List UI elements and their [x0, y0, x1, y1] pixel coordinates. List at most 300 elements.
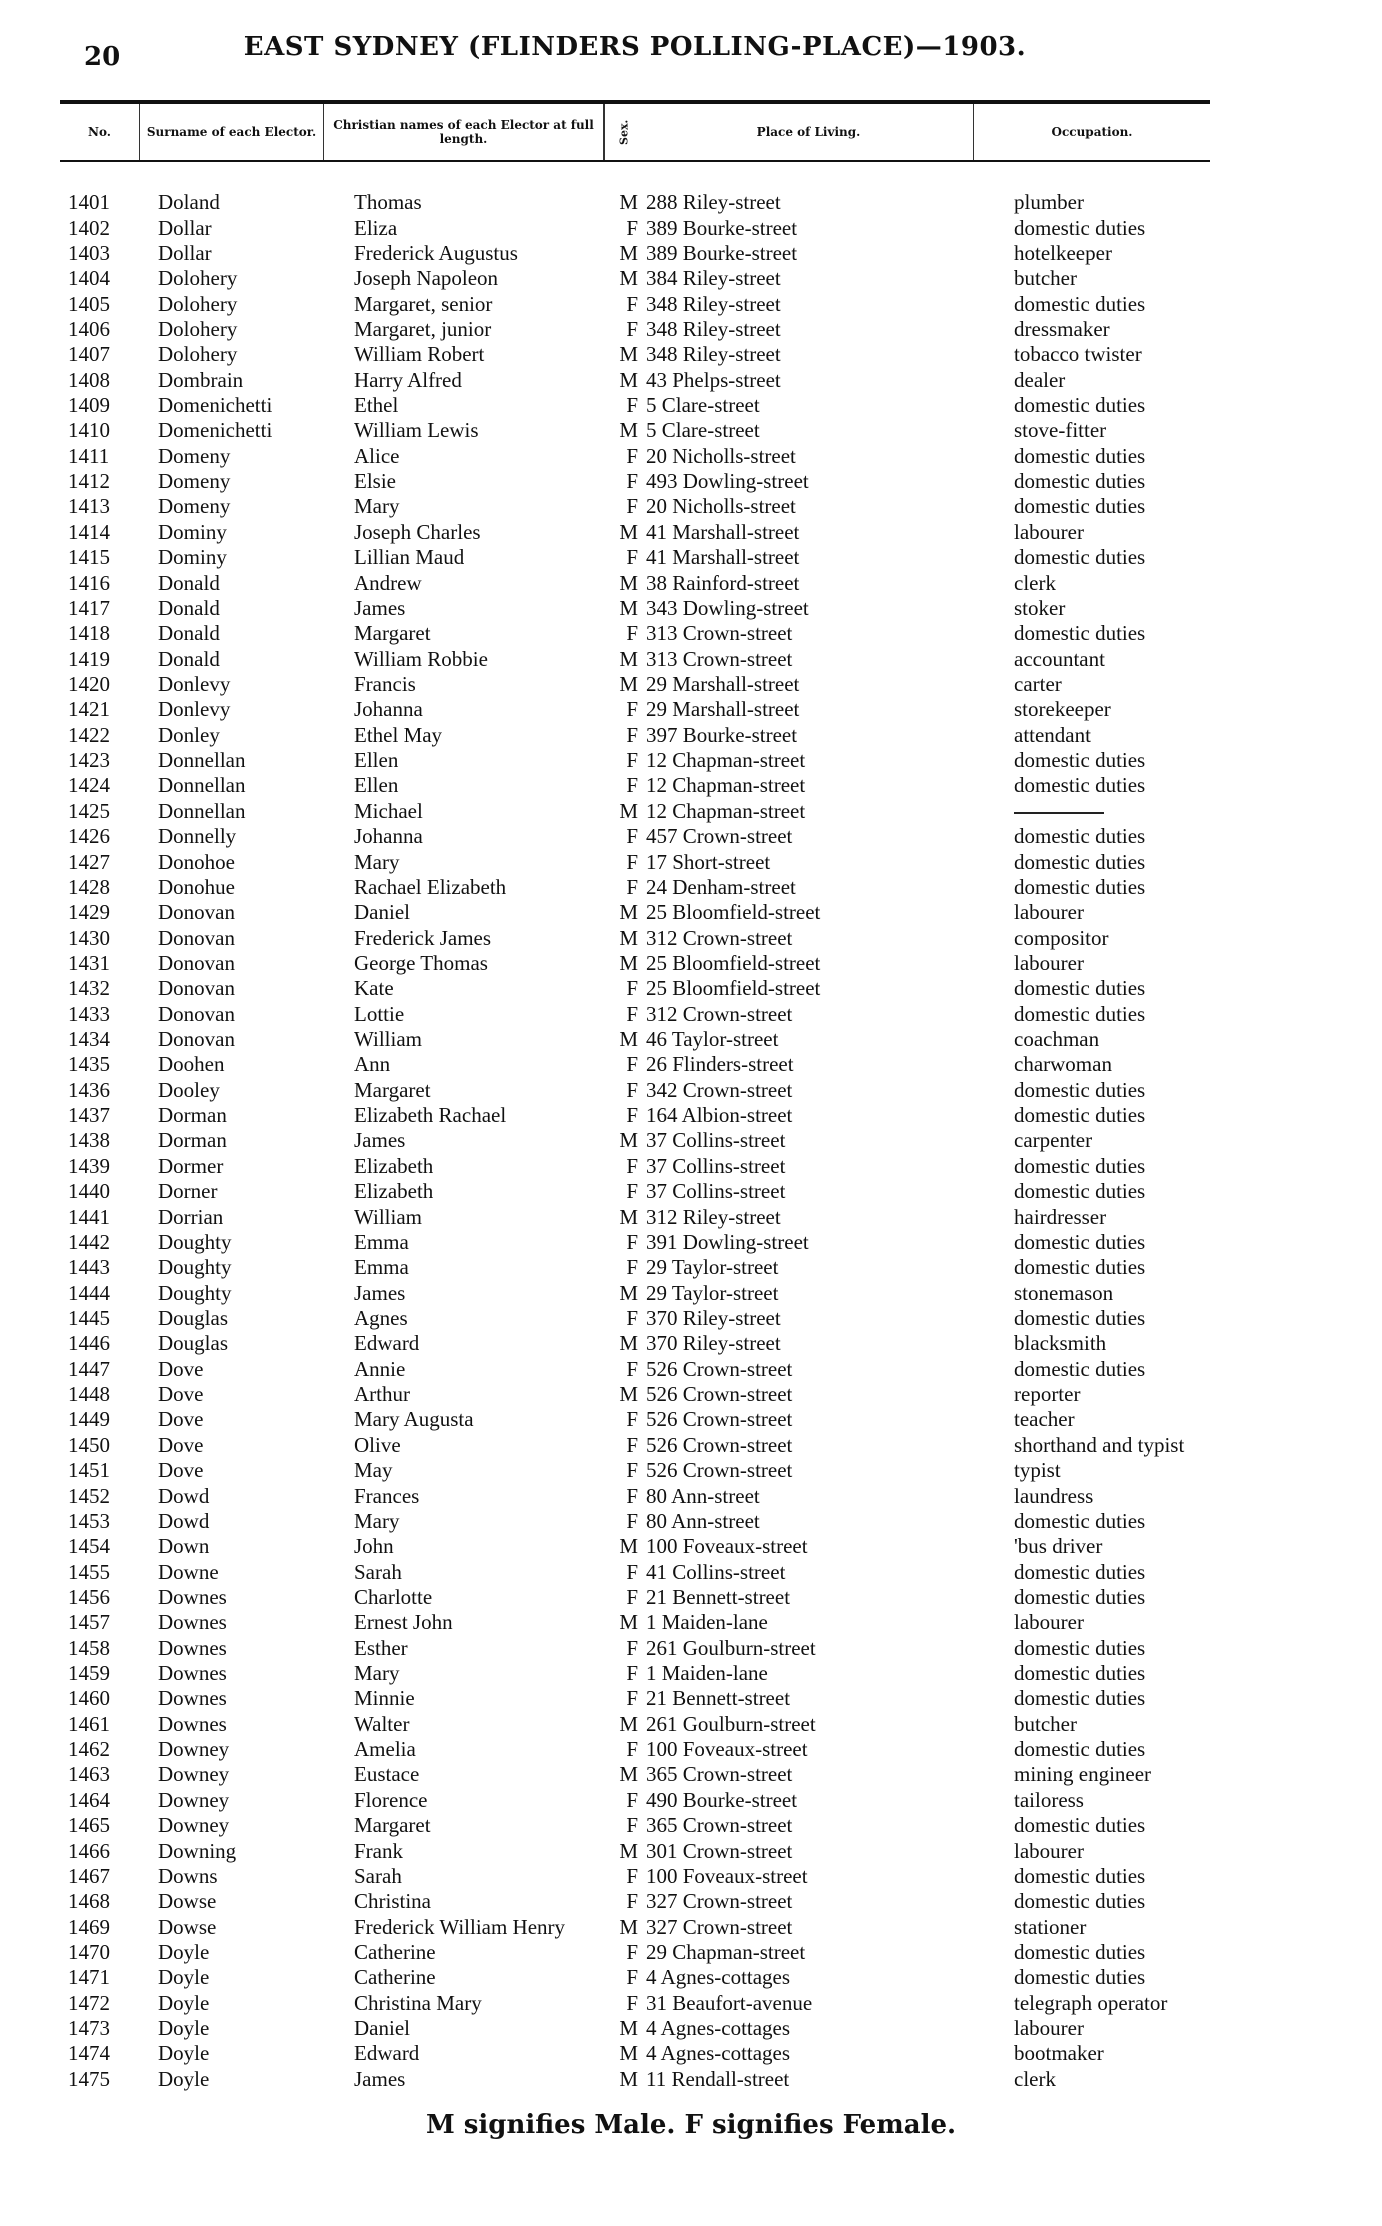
- table-header: [60, 100, 1210, 162]
- table-row: [60, 1078, 1210, 1103]
- row-occupation: attendant: [1014, 722, 1091, 747]
- row-surname: Downey: [158, 1737, 230, 1762]
- table-row: [60, 1813, 1210, 1838]
- row-christian-names: Frederick Augustus: [354, 240, 518, 265]
- table-row: [60, 799, 1210, 824]
- row-christian-names: Olive: [354, 1432, 401, 1457]
- row-christian-names: Christina: [354, 1889, 431, 1914]
- row-number: 1462: [68, 1737, 110, 1762]
- row-christian-names: Margaret, senior: [354, 291, 493, 316]
- row-place-of-living: 41 Marshall-street: [646, 545, 800, 570]
- row-christian-names: Daniel: [354, 2016, 410, 2041]
- row-surname: Dombrain: [158, 367, 244, 392]
- row-sex: F: [626, 1508, 638, 1533]
- row-christian-names: George Thomas: [354, 950, 488, 975]
- row-number: 1471: [68, 1965, 110, 1990]
- row-place-of-living: 312 Crown-street: [646, 925, 793, 950]
- row-surname: Donald: [158, 570, 220, 595]
- row-number: 1464: [68, 1787, 110, 1812]
- row-place-of-living: 12 Chapman-street: [646, 798, 806, 823]
- row-place-of-living: 164 Albion-street: [646, 1103, 793, 1128]
- row-surname: Donnellan: [158, 773, 246, 798]
- row-christian-names: Eliza: [354, 215, 398, 240]
- row-place-of-living: 31 Beaufort-avenue: [646, 1990, 813, 2015]
- row-occupation: stonemason: [1014, 1280, 1114, 1305]
- row-sex: M: [619, 900, 638, 925]
- row-sex: F: [626, 773, 638, 798]
- row-place-of-living: 526 Crown-street: [646, 1382, 793, 1407]
- row-occupation: coachman: [1014, 1027, 1100, 1052]
- table-row: [60, 368, 1210, 393]
- row-sex: F: [626, 1052, 638, 1077]
- row-occupation: domestic duties: [1014, 1737, 1146, 1762]
- row-occupation: domestic duties: [1014, 494, 1146, 519]
- row-place-of-living: 100 Foveaux-street: [646, 1863, 808, 1888]
- row-occupation: dressmaker: [1014, 316, 1110, 341]
- row-occupation: [974, 799, 1210, 824]
- row-christian-names: Sarah: [354, 1863, 402, 1888]
- table-row: [60, 291, 1210, 316]
- row-sex: M: [619, 1534, 638, 1559]
- row-sex: M: [619, 798, 638, 823]
- row-place-of-living: 29 Marshall-street: [646, 697, 800, 722]
- row-occupation: clerk: [1014, 2066, 1056, 2091]
- row-sex: F: [626, 1458, 638, 1483]
- row-sex: M: [619, 1838, 638, 1863]
- row-occupation: reporter: [1014, 1382, 1081, 1407]
- row-christian-names: Annie: [354, 1356, 406, 1381]
- row-number: 1417: [68, 595, 110, 620]
- table-row: [60, 1382, 1210, 1407]
- row-place-of-living: 288 Riley-street: [646, 190, 781, 215]
- row-surname: Doyle: [158, 2041, 210, 2066]
- row-place-of-living: 526 Crown-street: [646, 1458, 793, 1483]
- table-row: [60, 824, 1210, 849]
- row-number: 1408: [68, 367, 110, 392]
- row-place-of-living: 25 Bloomfield-street: [646, 976, 821, 1001]
- row-number: 1404: [68, 266, 110, 291]
- row-surname: Doyle: [158, 2066, 210, 2091]
- row-surname: Doyle: [158, 1939, 210, 1964]
- row-christian-names: Johanna: [354, 697, 423, 722]
- row-sex: F: [626, 1432, 638, 1457]
- row-number: 1468: [68, 1889, 110, 1914]
- row-surname: Downey: [158, 1813, 230, 1838]
- row-occupation: domestic duties: [1014, 469, 1146, 494]
- row-christian-names: Alice: [354, 443, 400, 468]
- row-occupation: domestic duties: [1014, 1889, 1146, 1914]
- row-number: 1406: [68, 316, 110, 341]
- row-christian-names: May: [354, 1458, 393, 1483]
- table-row: [60, 1230, 1210, 1255]
- row-surname: Dorman: [158, 1103, 227, 1128]
- row-place-of-living: 17 Short-street: [646, 849, 771, 874]
- row-surname: Domeny: [158, 494, 231, 519]
- row-christian-names: Mary: [354, 1508, 400, 1533]
- row-place-of-living: 4 Agnes-cottages: [646, 2041, 791, 2066]
- row-sex: F: [626, 443, 638, 468]
- row-occupation: hotelkeeper: [1014, 240, 1112, 265]
- row-place-of-living: 24 Denham-street: [646, 874, 796, 899]
- row-number: 1413: [68, 494, 110, 519]
- row-christian-names: Joseph Charles: [354, 519, 481, 544]
- row-occupation: domestic duties: [1014, 1103, 1146, 1128]
- row-surname: Dowse: [158, 1889, 217, 1914]
- row-surname: Donley: [158, 722, 220, 747]
- row-surname: Doyle: [158, 1990, 210, 2015]
- row-surname: Dolohery: [158, 291, 238, 316]
- row-occupation: domestic duties: [1014, 393, 1146, 418]
- row-number: 1457: [68, 1610, 110, 1635]
- row-occupation: typist: [1014, 1458, 1061, 1483]
- row-christian-names: Mary: [354, 849, 400, 874]
- table-row: [60, 520, 1210, 545]
- row-occupation: domestic duties: [1014, 1863, 1146, 1888]
- row-christian-names: Catherine: [354, 1939, 436, 1964]
- row-christian-names: Elsie: [354, 469, 396, 494]
- row-place-of-living: 261 Goulburn-street: [646, 1635, 816, 1660]
- row-sex: F: [626, 1103, 638, 1128]
- row-sex: F: [626, 1990, 638, 2015]
- row-place-of-living: 100 Foveaux-street: [646, 1737, 808, 1762]
- row-occupation: telegraph operator: [1014, 1990, 1168, 2015]
- row-surname: Downes: [158, 1584, 227, 1609]
- row-occupation: domestic duties: [1014, 1077, 1146, 1102]
- row-place-of-living: 389 Bourke-street: [646, 240, 798, 265]
- row-christian-names: Edward: [354, 2041, 420, 2066]
- row-surname: Dollar: [158, 240, 212, 265]
- row-place-of-living: 342 Crown-street: [646, 1077, 793, 1102]
- row-surname: Donovan: [158, 950, 235, 975]
- row-surname: Dolohery: [158, 342, 238, 367]
- row-surname: Downe: [158, 1559, 219, 1584]
- table-row: [60, 1204, 1210, 1229]
- row-surname: Dowd: [158, 1508, 210, 1533]
- row-number: 1434: [68, 1027, 110, 1052]
- row-christian-names: Johanna: [354, 824, 423, 849]
- row-place-of-living: 312 Riley-street: [646, 1204, 781, 1229]
- row-place-of-living: 1 Maiden-lane: [646, 1610, 768, 1635]
- row-occupation: 'bus driver: [1014, 1534, 1103, 1559]
- row-occupation: domestic duties: [1014, 1635, 1146, 1660]
- row-occupation: blacksmith: [1014, 1331, 1107, 1356]
- row-occupation: domestic duties: [1014, 849, 1146, 874]
- row-surname: Doughty: [158, 1255, 232, 1280]
- row-number: 1422: [68, 722, 110, 747]
- row-number: 1409: [68, 393, 110, 418]
- row-christian-names: Francis: [354, 672, 416, 696]
- row-christian-names: Christina Mary: [354, 1990, 482, 2015]
- row-sex: M: [619, 1610, 638, 1635]
- row-place-of-living: 21 Bennett-street: [646, 1584, 791, 1609]
- row-surname: Dorman: [158, 1128, 227, 1153]
- row-place-of-living: 12 Chapman-street: [646, 748, 806, 773]
- row-occupation: charwoman: [1014, 1052, 1112, 1077]
- row-number: 1415: [68, 545, 110, 570]
- row-occupation: domestic duties: [1014, 1686, 1146, 1711]
- row-occupation: domestic duties: [1014, 621, 1146, 646]
- row-place-of-living: 20 Nicholls-street: [646, 443, 796, 468]
- table-row: [60, 1179, 1210, 1204]
- row-surname: Down: [158, 1534, 210, 1559]
- row-occupation: carpenter: [1014, 1128, 1093, 1153]
- row-christian-names: Kate: [354, 976, 394, 1001]
- table-row: [60, 1103, 1210, 1128]
- table-row: [60, 1255, 1210, 1280]
- row-number: 1426: [68, 824, 110, 849]
- row-sex: F: [626, 621, 638, 646]
- row-sex: F: [626, 849, 638, 874]
- row-number: 1423: [68, 748, 110, 773]
- row-place-of-living: 365 Crown-street: [646, 1762, 793, 1787]
- row-christian-names: Frances: [354, 1483, 420, 1508]
- row-surname: Donnellan: [158, 798, 246, 823]
- row-occupation: domestic duties: [1014, 1305, 1146, 1330]
- row-christian-names: Mary: [354, 494, 400, 519]
- row-number: 1440: [68, 1179, 110, 1204]
- table-row: [60, 1534, 1210, 1559]
- row-place-of-living: 46 Taylor-street: [646, 1027, 779, 1052]
- row-place-of-living: 29 Taylor-street: [646, 1280, 779, 1305]
- table-row: [60, 1965, 1210, 1990]
- row-sex: F: [626, 1787, 638, 1812]
- row-occupation: domestic duties: [1014, 748, 1146, 773]
- col-occupation: Occupation.: [1051, 125, 1133, 139]
- row-place-of-living: 397 Bourke-street: [646, 722, 798, 747]
- row-sex: M: [619, 266, 638, 291]
- row-number: 1428: [68, 874, 110, 899]
- row-number: 1455: [68, 1559, 110, 1584]
- row-christian-names: Mary Augusta: [354, 1407, 474, 1432]
- table-row: [60, 2041, 1210, 2066]
- row-sex: M: [619, 1204, 638, 1229]
- row-christian-names: Ernest John: [354, 1610, 453, 1635]
- table-row: [60, 1864, 1210, 1889]
- table-row: [60, 241, 1210, 266]
- row-number: 1431: [68, 950, 110, 975]
- row-christian-names: James: [354, 1280, 406, 1305]
- row-place-of-living: 37 Collins-street: [646, 1179, 786, 1204]
- row-surname: Downs: [158, 1863, 218, 1888]
- row-place-of-living: 261 Goulburn-street: [646, 1711, 816, 1736]
- row-christian-names: James: [354, 2066, 406, 2091]
- row-christian-names: Andrew: [354, 570, 422, 595]
- row-occupation: domestic duties: [1014, 1965, 1146, 1990]
- table-row: [60, 393, 1210, 418]
- row-place-of-living: 29 Chapman-street: [646, 1939, 806, 1964]
- row-place-of-living: 526 Crown-street: [646, 1432, 793, 1457]
- row-christian-names: Minnie: [354, 1686, 415, 1711]
- row-place-of-living: 20 Nicholls-street: [646, 494, 796, 519]
- table-row: [60, 976, 1210, 1001]
- table-row: [60, 1280, 1210, 1305]
- legend-footer: M signifies Male. F signifies Female.: [425, 2110, 957, 2140]
- row-christian-names: William: [354, 1027, 422, 1052]
- row-number: 1470: [68, 1939, 110, 1964]
- row-sex: F: [626, 1356, 638, 1381]
- table-row: [60, 925, 1210, 950]
- row-number: 1448: [68, 1382, 110, 1407]
- row-number: 1449: [68, 1407, 110, 1432]
- row-surname: Dolohery: [158, 266, 238, 291]
- row-surname: Donald: [158, 621, 220, 646]
- row-christian-names: Joseph Napoleon: [354, 266, 499, 291]
- row-sex: F: [626, 976, 638, 1001]
- row-sex: F: [626, 316, 638, 341]
- row-place-of-living: 526 Crown-street: [646, 1356, 793, 1381]
- row-number: 1451: [68, 1458, 110, 1483]
- row-occupation: labourer: [1014, 900, 1084, 925]
- row-number: 1460: [68, 1686, 110, 1711]
- table-row: [60, 1052, 1210, 1077]
- row-sex: M: [619, 240, 638, 265]
- row-occupation: laundress: [1014, 1483, 1094, 1508]
- row-number: 1420: [68, 672, 110, 696]
- table-row: [60, 1559, 1210, 1584]
- row-occupation: domestic duties: [1014, 1001, 1146, 1026]
- row-sex: F: [626, 1407, 638, 1432]
- row-surname: Donnellan: [158, 748, 246, 773]
- table-row: [60, 596, 1210, 621]
- row-sex: F: [626, 494, 638, 519]
- row-surname: Doohen: [158, 1052, 225, 1077]
- row-surname: Doland: [158, 190, 220, 215]
- row-surname: Donlevy: [158, 672, 231, 696]
- row-surname: Dollar: [158, 215, 212, 240]
- row-occupation: mining engineer: [1014, 1762, 1152, 1787]
- row-christian-names: Esther: [354, 1635, 408, 1660]
- row-christian-names: Emma: [354, 1229, 409, 1254]
- row-place-of-living: 348 Riley-street: [646, 316, 781, 341]
- row-sex: M: [619, 1914, 638, 1939]
- row-surname: Dorrian: [158, 1204, 224, 1229]
- row-number: 1425: [68, 798, 110, 823]
- row-place-of-living: 490 Bourke-street: [646, 1787, 798, 1812]
- row-surname: Domeny: [158, 443, 231, 468]
- table-row: [60, 444, 1210, 469]
- row-surname: Donovan: [158, 1027, 235, 1052]
- row-number: 1466: [68, 1838, 110, 1863]
- row-number: 1402: [68, 215, 110, 240]
- row-occupation: stoker: [1014, 595, 1066, 620]
- row-sex: M: [619, 519, 638, 544]
- row-occupation: domestic duties: [1014, 443, 1146, 468]
- row-christian-names: Catherine: [354, 1965, 436, 1990]
- row-christian-names: Walter: [354, 1711, 410, 1736]
- row-sex: F: [626, 1483, 638, 1508]
- row-place-of-living: 348 Riley-street: [646, 342, 781, 367]
- row-christian-names: Frank: [354, 1838, 403, 1863]
- row-surname: Domeny: [158, 469, 231, 494]
- row-christian-names: Frederick William Henry: [354, 1914, 566, 1939]
- row-christian-names: John: [354, 1534, 394, 1559]
- row-occupation: butcher: [1014, 266, 1077, 291]
- row-surname: Donohoe: [158, 849, 235, 874]
- row-sex: F: [626, 469, 638, 494]
- row-christian-names: Agnes: [354, 1305, 408, 1330]
- row-christian-names: William Robert: [354, 342, 485, 367]
- row-number: 1469: [68, 1914, 110, 1939]
- row-christian-names: Amelia: [354, 1737, 416, 1762]
- row-surname: Downes: [158, 1686, 227, 1711]
- row-number: 1424: [68, 773, 110, 798]
- row-occupation: domestic duties: [1014, 1813, 1146, 1838]
- table-row: [60, 875, 1210, 900]
- row-number: 1444: [68, 1280, 110, 1305]
- row-number: 1450: [68, 1432, 110, 1457]
- row-place-of-living: 29 Taylor-street: [646, 1255, 779, 1280]
- row-place-of-living: 343 Dowling-street: [646, 595, 809, 620]
- row-place-of-living: 312 Crown-street: [646, 1001, 793, 1026]
- row-occupation: labourer: [1014, 1838, 1084, 1863]
- row-sex: M: [619, 595, 638, 620]
- row-christian-names: Daniel: [354, 900, 410, 925]
- row-number: 1435: [68, 1052, 110, 1077]
- row-sex: M: [619, 646, 638, 671]
- row-place-of-living: 313 Crown-street: [646, 621, 793, 646]
- row-place-of-living: 348 Riley-street: [646, 291, 781, 316]
- row-place-of-living: 327 Crown-street: [646, 1889, 793, 1914]
- row-number: 1441: [68, 1204, 110, 1229]
- row-number: 1412: [68, 469, 110, 494]
- row-surname: Downes: [158, 1610, 227, 1635]
- row-surname: Donovan: [158, 976, 235, 1001]
- row-christian-names: Margaret: [354, 1077, 431, 1102]
- col-no: No.: [60, 104, 140, 160]
- row-number: 1419: [68, 646, 110, 671]
- table-row: [60, 1686, 1210, 1711]
- table-row: [60, 1128, 1210, 1153]
- row-number: 1427: [68, 849, 110, 874]
- table-row: [60, 672, 1210, 697]
- row-christian-names: James: [354, 1128, 406, 1153]
- table-row: [60, 1838, 1210, 1863]
- row-occupation: domestic duties: [1014, 291, 1146, 316]
- row-surname: Donnelly: [158, 824, 237, 849]
- row-christian-names: Eustace: [354, 1762, 420, 1787]
- row-surname: Dove: [158, 1356, 204, 1381]
- row-occupation: domestic duties: [1014, 1229, 1146, 1254]
- table-row: [60, 1635, 1210, 1660]
- table-row: [60, 773, 1210, 798]
- row-christian-names: Mary: [354, 1661, 400, 1686]
- row-number: 1407: [68, 342, 110, 367]
- row-occupation: domestic duties: [1014, 773, 1146, 798]
- row-sex: F: [626, 1737, 638, 1762]
- row-christian-names: Frederick James: [354, 925, 492, 950]
- table-row: [60, 1357, 1210, 1382]
- row-number: 1461: [68, 1711, 110, 1736]
- row-occupation: domestic duties: [1014, 1179, 1146, 1204]
- row-christian-names: Harry Alfred: [354, 367, 462, 392]
- row-sex: M: [619, 1331, 638, 1356]
- table-row: [60, 1585, 1210, 1610]
- row-surname: Dove: [158, 1382, 204, 1407]
- row-surname: Donovan: [158, 1001, 235, 1026]
- row-sex: M: [619, 1027, 638, 1052]
- row-place-of-living: 4 Agnes-cottages: [646, 2016, 791, 2041]
- table-row: [60, 1762, 1210, 1787]
- row-christian-names: Rachael Elizabeth: [354, 874, 507, 899]
- row-place-of-living: 457 Crown-street: [646, 824, 793, 849]
- table-row: [60, 494, 1210, 519]
- row-place-of-living: 41 Marshall-street: [646, 519, 800, 544]
- row-occupation: domestic duties: [1014, 1939, 1146, 1964]
- row-occupation: domestic duties: [1014, 976, 1146, 1001]
- row-sex: M: [619, 1280, 638, 1305]
- row-christian-names: Elizabeth: [354, 1153, 434, 1178]
- row-surname: Donovan: [158, 925, 235, 950]
